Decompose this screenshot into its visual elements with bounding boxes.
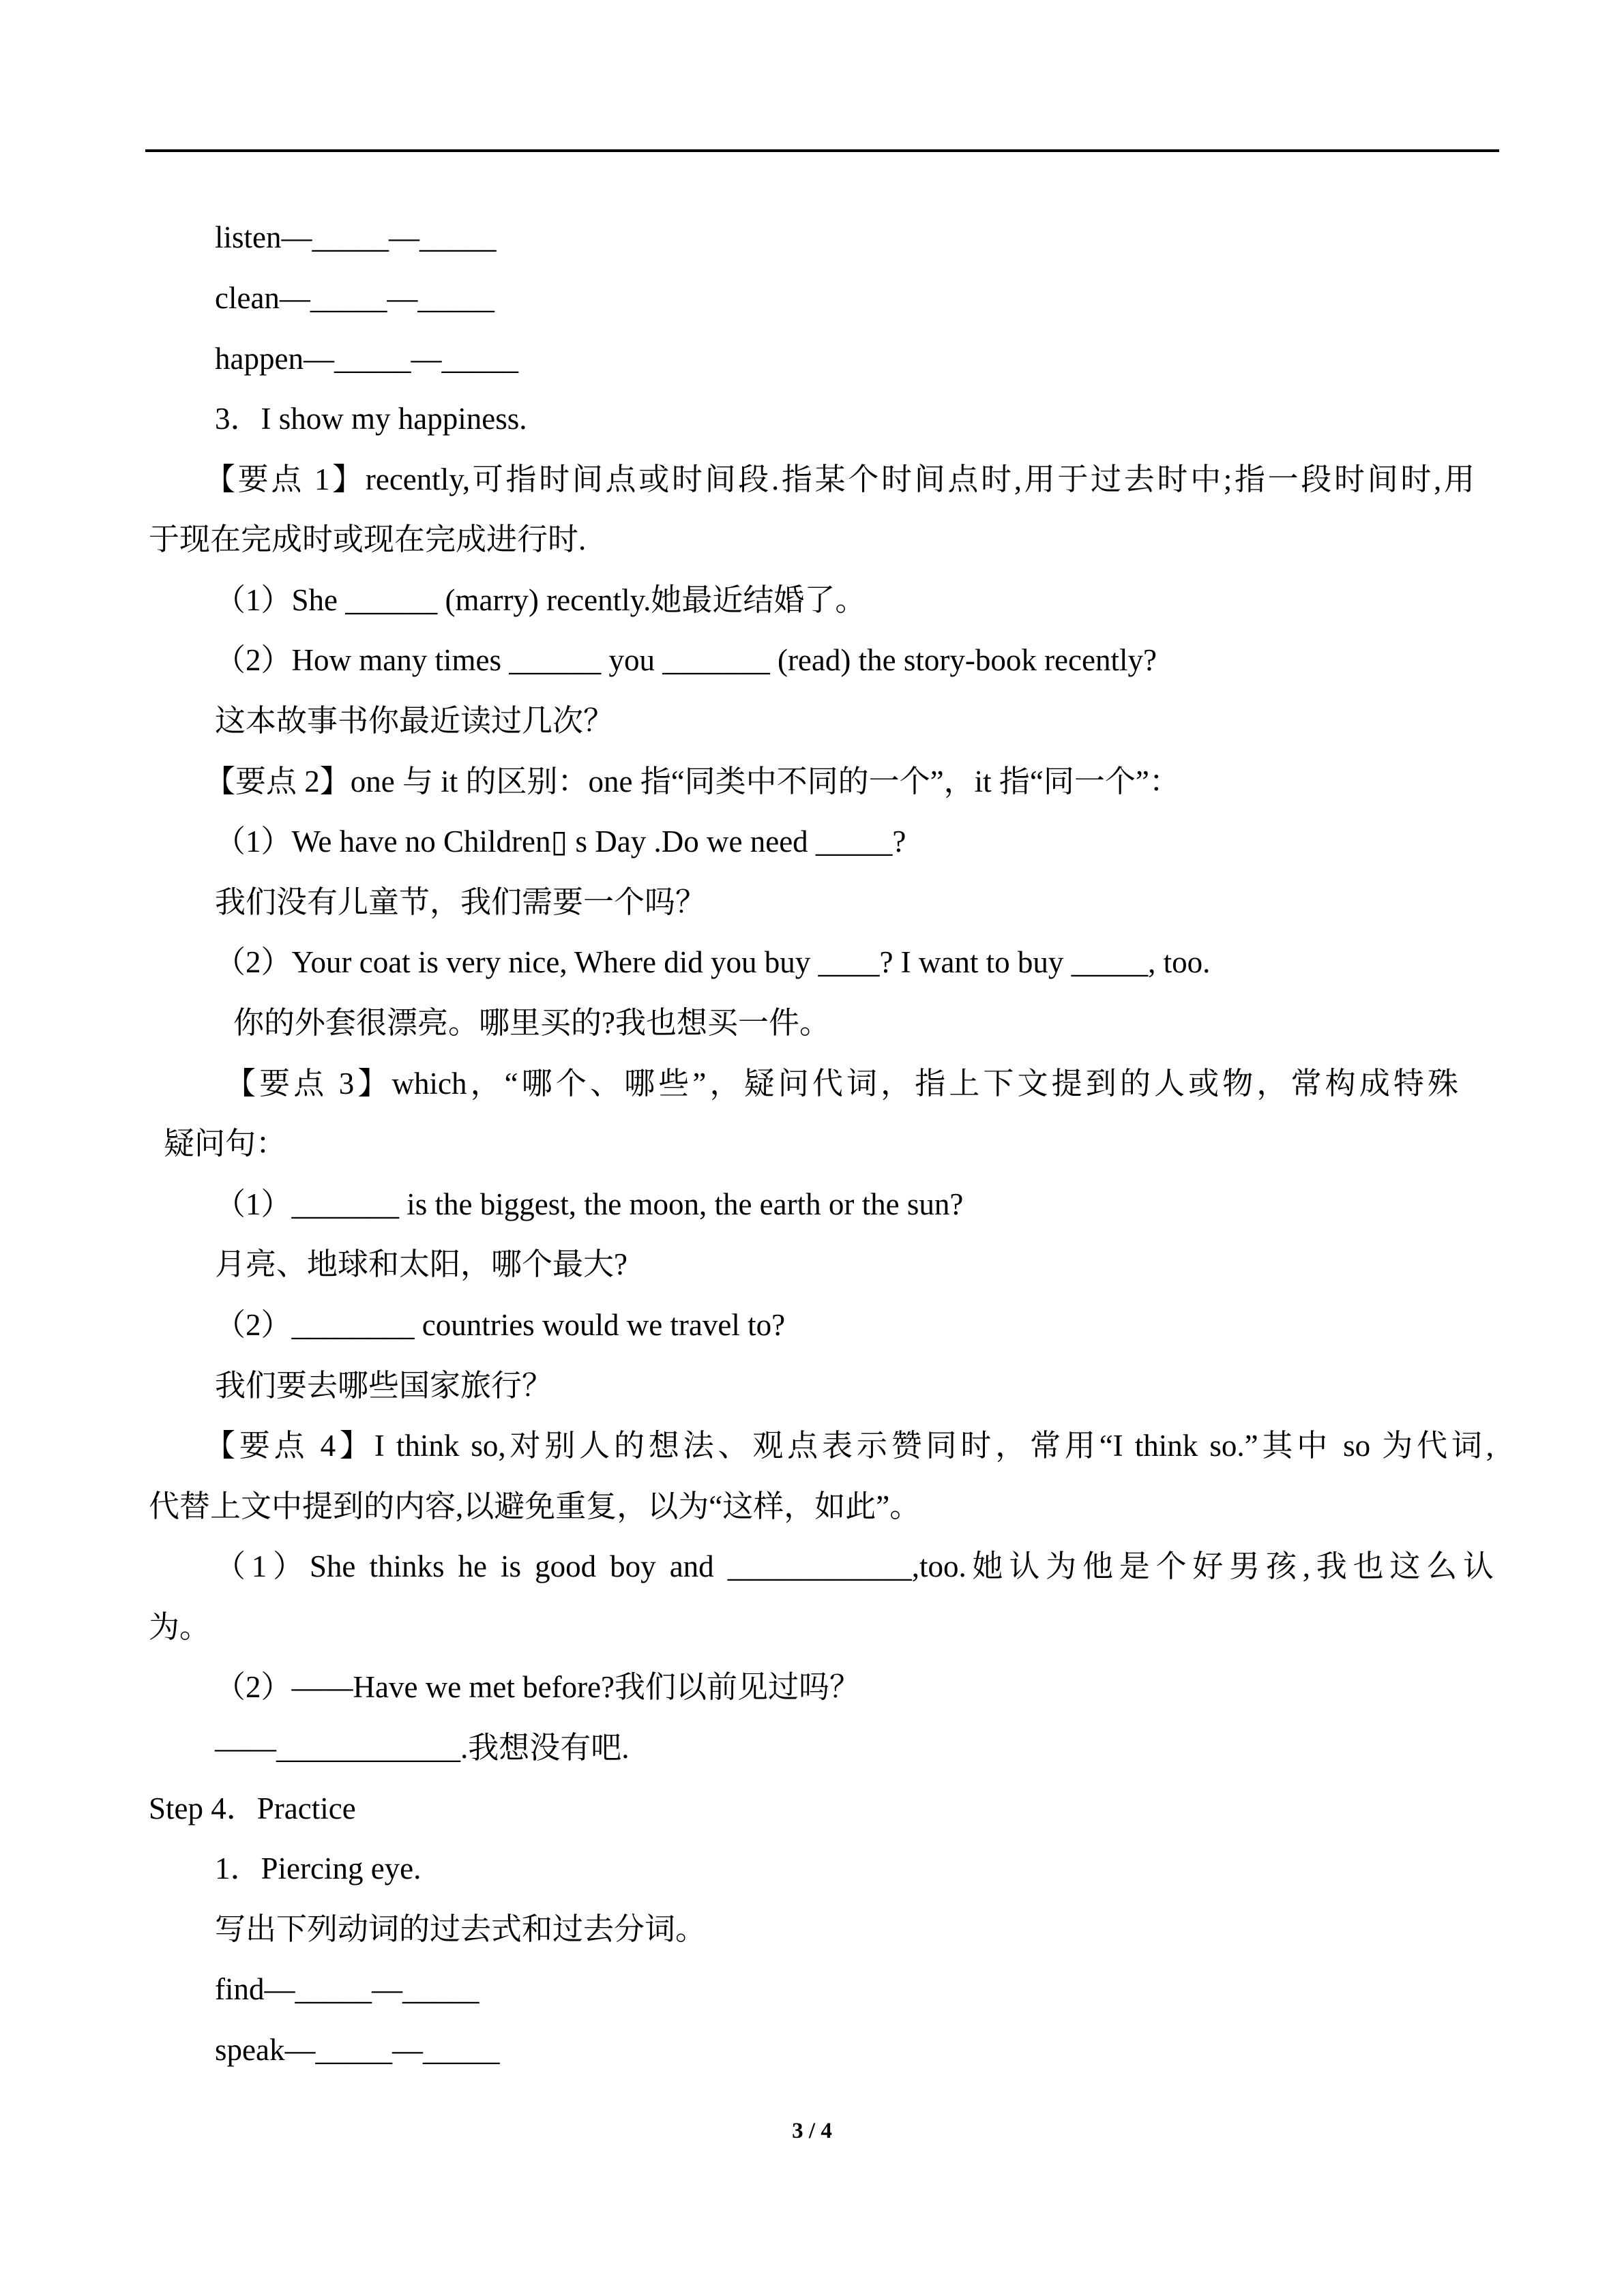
text-line-find: find—_____—_____ xyxy=(215,1972,479,2006)
header-rule xyxy=(145,149,1499,152)
key-point-1-heading: 【要点 1】recently,可指时间点或时间段.指某个时间点时,用于过去时中;指一段时间时,用 xyxy=(205,462,1475,496)
practice-instruction: 写出下列动词的过去式和过去分词。 xyxy=(215,1912,707,1946)
key-point-3-continued: 疑问句： xyxy=(164,1127,287,1161)
text-line-happen: happen—_____—_____ xyxy=(215,342,518,376)
text-line-clean: clean—_____—_____ xyxy=(215,281,494,315)
text-line-listen: listen—_____—_____ xyxy=(215,220,497,254)
text-line-show-happiness: 3．I show my happiness. xyxy=(215,402,527,436)
key-point-1-continued: 于现在完成时或现在完成进行时. xyxy=(149,522,587,556)
exercise-think-so-1-continued: 为。 xyxy=(149,1610,211,1644)
exercise-one-it-1: （1）We have no Children▯ s Day .Do we need _____? xyxy=(215,824,906,859)
text-line-speak: speak—_____—_____ xyxy=(215,2033,500,2067)
key-point-4-heading: 【要点 4】I think so,对别人的想法、观点表示赞同时，常用“I think so.”其中 so 为代词, xyxy=(205,1429,1494,1463)
exercise-one-it-2: （2）Your coat is very nice, Where did you buy ____? I want to buy _____, too. xyxy=(215,945,1211,979)
exercise-which-2: （2）________ countries would we travel to? xyxy=(215,1308,786,1342)
translation-one-it-2: 你的外套很漂亮。哪里买的?我也想买一件。 xyxy=(233,1006,830,1040)
translation-which-1: 月亮、地球和太阳，哪个最大? xyxy=(215,1247,628,1281)
practice-item-1: 1．Piercing eye. xyxy=(215,1851,422,1885)
step-4-heading: Step 4．Practice xyxy=(149,1791,356,1825)
exercise-think-so-1: （1）She thinks he is good boy and ____________,too.她认为他是个好男孩,我也这么认 xyxy=(215,1549,1494,1583)
exercise-which-1: （1）_______ is the biggest, the moon, the earth or the sun? xyxy=(215,1187,964,1221)
translation-which-2: 我们要去哪些国家旅行？ xyxy=(215,1369,553,1403)
key-point-3-heading: 【要点 3】which，“哪个、哪些”，疑问代词，指上下文提到的人或物，常构成特殊 xyxy=(225,1067,1458,1101)
exercise-think-so-2: （2）——Have we met before?我们以前见过吗？ xyxy=(215,1670,861,1704)
exercise-think-so-2-answer: ——____________.我想没有吧. xyxy=(215,1731,630,1765)
translation-one-it-1: 我们没有儿童节，我们需要一个吗？ xyxy=(215,885,707,919)
key-point-2-heading: 【要点 2】one 与 it 的区别：one 指“同类中不同的一个”，it 指“同一个”： xyxy=(205,764,1180,799)
translation-recently-2: 这本故事书你最近读过几次？ xyxy=(215,704,615,738)
key-point-4-continued: 代替上文中提到的内容,以避免重复，以为“这样，如此”。 xyxy=(149,1489,921,1523)
page-number: 3 / 4 xyxy=(792,2119,832,2143)
exercise-recently-2: （2）How many times ______ you _______ (read) the story-book recently? xyxy=(215,643,1157,677)
exercise-recently-1: （1）She ______ (marry) recently.她最近结婚了。 xyxy=(215,583,866,617)
